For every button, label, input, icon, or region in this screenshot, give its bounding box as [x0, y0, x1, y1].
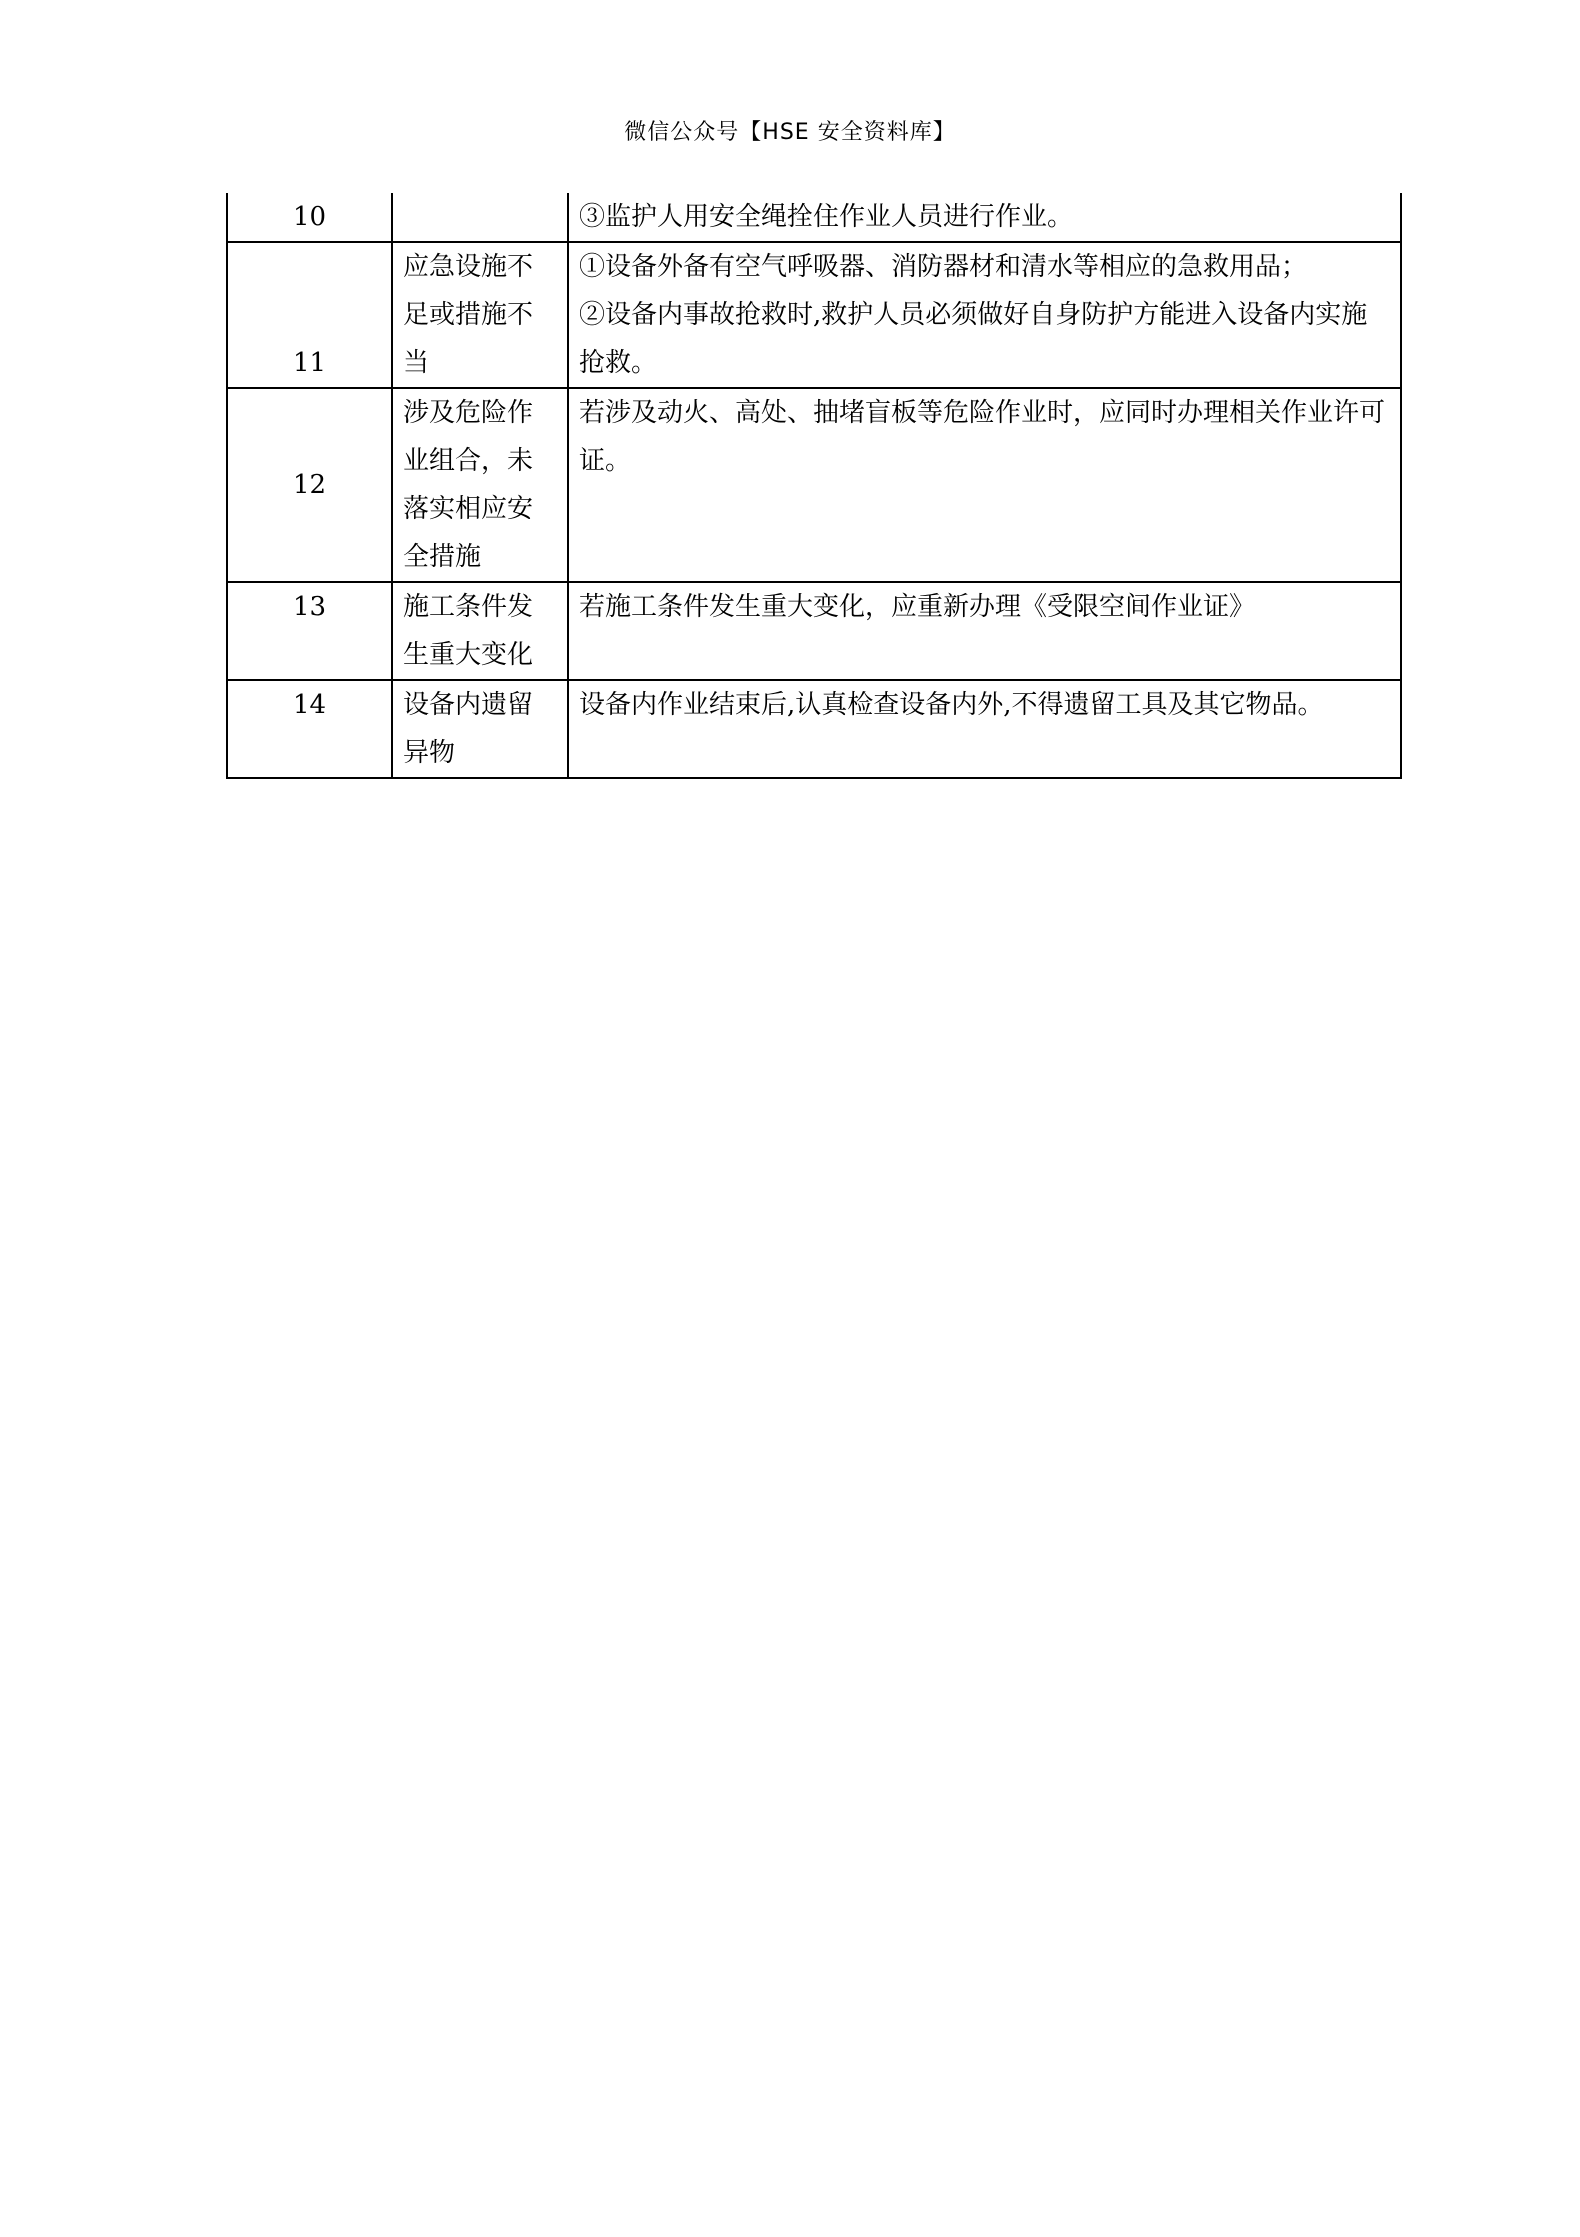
risk-cell	[392, 193, 568, 242]
measure-text: ①设备外备有空气呼吸器、消防器材和清水等相应的急救用品；	[579, 252, 1308, 282]
row-number: 11	[227, 242, 392, 388]
row-number: 14	[227, 680, 392, 778]
risk-text: 施工条件发生重大变化	[403, 592, 534, 670]
measure-cell	[568, 193, 1401, 242]
hazard-measures-table	[226, 193, 1402, 779]
risk-text: 设备内遗留异物	[403, 690, 534, 768]
measure-text: 若施工条件发生重大变化，应重新办理《受限空间作业证》	[579, 592, 1256, 622]
row-number: 10	[227, 193, 392, 242]
table-row	[227, 680, 1401, 778]
risk-cell	[392, 582, 568, 680]
measure-text: ③监护人用安全绳拴住作业人员进行作业。	[579, 202, 1074, 232]
row-number: 12	[227, 388, 392, 582]
table-row	[227, 242, 1401, 388]
table-row	[227, 582, 1401, 680]
measure-cell	[568, 582, 1401, 680]
measure-text: ②设备内事故抢救时,救护人员必须做好自身防护方能进入设备内实施抢救。	[579, 300, 1368, 378]
risk-text: 应急设施不足或措施不当	[403, 252, 534, 378]
row-number: 13	[227, 582, 392, 680]
risk-cell	[392, 388, 568, 582]
measure-cell	[568, 242, 1401, 388]
measure-text: 若涉及动火、高处、抽堵盲板等危险作业时，应同时办理相关作业许可证。	[579, 398, 1386, 476]
table-row	[227, 193, 1401, 242]
measure-cell	[568, 680, 1401, 778]
page-header: 微信公众号【HSE 安全资料库】	[624, 120, 956, 145]
measure-cell	[568, 388, 1401, 582]
table-row	[227, 388, 1401, 582]
risk-cell	[392, 242, 568, 388]
risk-cell	[392, 680, 568, 778]
measure-text: 设备内作业结束后,认真检查设备内外,不得遗留工具及其它物品。	[579, 690, 1324, 720]
risk-text: 涉及危险作业组合，未落实相应安全措施	[403, 398, 534, 572]
